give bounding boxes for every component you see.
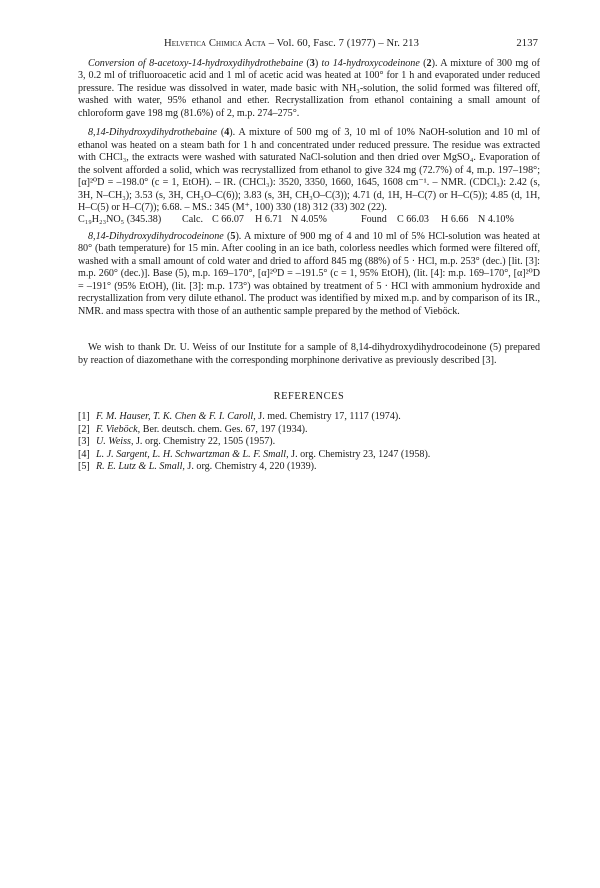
references-heading: REFERENCES: [273, 390, 345, 402]
running-title: [164, 38, 419, 49]
found-c: C 66.03: [397, 214, 429, 226]
section-body: A mixture of 300 mg of 3, 0.2 ml of trifluoroacetic acid and 1 ml of acetic acid was heated at 100° for 1 h and evaporated under reduced pressure. The residue was dissolved in water, made basic with NH₃-solution, the solid formed was filtered off, washed with water, 95% ethanol and ether. Recrystallization from ethanol containing a small amount of chloroform gave 198 mg (81.6%) of 2, m.p. 274–275°.: [78, 58, 541, 119]
reference-item: [4] L. J. Sargent, L. H. Schwartzman & L. F. Small, J. org. Chemistry 23, 1247 (1958).: [78, 448, 431, 460]
section-title: 8,14-Dihydroxydihydrocodeinone: [88, 230, 224, 242]
elemental-analysis: [78, 214, 540, 226]
calc-h: H 6.71: [255, 214, 283, 226]
section-dihydrothebaine: 8,14-Dihydroxydihydrothebaine (4). A mixture of 500 mg of 3, 10 ml of 10% NaOH-solution and 10 ml of ethanol was heated on a steam bath for 1 h and concentrated under reduced pressure. The residue was extracted with CHCl₃, the extracts were washed with saturated NaCl-solution and then dried over MgSO₄. Evaporation of the solvent afforded a solid, which was recrystallized from ethanol to give 324 mg (72.7%) of 4, m.p. 197–198°; [α]²⁰D = –198.0° (c = 1, EtOH). – IR. (CHCl₃): 3520, 3350, 1660, 1645, 1608 cm⁻¹. – NMR. (CDCl₃): 2.42 (s, 3H, N–CH₃); 3.53 (s, 3H, CH₃O–C(6)); 3.83 (s, 3H, CH₃O–C(3)); 4.71 (d, 1H, H–C(7) or H–C(5)); 4.85 (d, 1H, H–C(5) or H–C(7)); 6.68. – MS.: 345 (M⁺, 100) 330 (18) 312 (33) 302 (22).: [78, 127, 540, 213]
calc-label: Calc.: [182, 214, 204, 226]
section-dihydrocodeinone: 8,14-Dihydroxydihydrocodeinone (5). A mixture of 900 mg of 4 and 10 ml of 5% HCl-solution was heated at 80° (bath temperature) for 15 min. After cooling in an ice bath, colorless needles which formed were filtered off, washed with a small amount of cold water and dried to afford 845 mg (88%) of 5 · HCl, m.p. 253° (dec.) [lit. [3]: m.p. 260° (dec.)]. Base (5), m.p. 169–170°, [α]²⁰D = –191.5° (c = 1, 95% EtOH), (lit. [4]: m.p. 169–170°, [α]²⁰D = –191° (95% EtOH), (lit. [3]: m.p. 173°) was obtained by treatment of 5 · HCl with ammonium hydroxide and recrystallization from very dilute ethanol. The product was identified by mixed m.p. and by comparison of its IR., NMR. and mass spectra with those of an authentic sample prepared by the method of Vieböck.: [78, 230, 540, 317]
reference-item: [5] R. E. Lutz & L. Small, J. org. Chemistry 4, 220 (1939).: [78, 461, 317, 473]
section-title: Conversion of 8-acetoxy-14-hydroxydihydrothebaine: [88, 58, 304, 69]
calc-n: N 4.05%: [291, 214, 327, 226]
compound-number: 4: [224, 127, 230, 139]
acknowledgement: We wish to thank Dr. U. Weiss of our Institute for a sample of 8,14-dihydroxydihydrocodeinone (5) prepared by reaction of diazomethane with the corresponding morphinone derivative as previously described [3].: [78, 342, 540, 366]
found-label: Found: [361, 214, 387, 226]
journal-name: Helvetica Chimica Acta: [164, 38, 266, 49]
reference-item: [1] F. M. Hauser, T. K. Chen & F. I. Caroll, J. med. Chemistry 17, 1117 (1974).: [78, 411, 401, 423]
section-body: A mixture of 900 mg of 4 and 10 ml of 5% HCl-solution was heated at 80° (bath temperature) for 15 min. After cooling in an ice bath, colorless needles which formed were filtered off, washed with a small amount of cold water and dried to afford 845 mg (88%) of 5 · HCl, m.p. 253° (dec.) [lit. [3]: m.p. 260° (dec.)]. Base (5), m.p. 169–170°, [α]²⁰D = –191.5° (c = 1, 95% EtOH), (lit. [4]: m.p. 169–170°, [α]²⁰D = –191° (95% EtOH), (lit. [3]: m.p. 173°) was obtained by treatment of 5 · HCl with ammonium hydroxide and recrystallization from very dilute ethanol. The product was identified by mixed m.p. and by comparison of its IR., NMR. and mass spectra with those of an authentic sample prepared by the method of Vieböck.: [78, 230, 540, 317]
page-number: 2137: [516, 38, 538, 49]
reference-item: [2] F. Vieböck, Ber. deutsch. chem. Ges. 67, 197 (1934).: [78, 423, 308, 435]
compound-number: 2: [426, 58, 432, 69]
calc-c: C 66.07: [212, 214, 244, 226]
section-title-continued: to 14-hydroxycodeinone: [321, 58, 420, 69]
journal-issue: – Vol. 60, Fasc. 7 (1977) – Nr. 213: [265, 38, 419, 49]
running-header: [78, 38, 540, 54]
journal-page: [78, 38, 540, 474]
section-conversion: Conversion of 8-acetoxy-14-hydroxydihydrothebaine (3) to 14-hydroxycodeinone (2). A mixture of 300 mg of 3, 0.2 ml of trifluoroacetic acid and 1 ml of acetic acid was heated at 100° for 1 h and evaporated under reduced pressure. The residue was dissolved in water, made basic with NH₃-solution, the solid formed was filtered off, washed with water, 95% ethanol and ether. Recrystallization from ethanol containing a small amount of chloroform gave 198 mg (81.6%) of 2, m.p. 274–275°.: [78, 58, 541, 119]
section-body: A mixture of 500 mg of 3, 10 ml of 10% NaOH-solution and 10 ml of ethanol was heated on a steam bath for 1 h and concentrated under reduced pressure. The residue was extracted with CHCl₃, the extracts were washed with saturated NaCl-solution and then dried over MgSO₄. Evaporation of the solvent afforded a solid, which was recrystallized from ethanol to give 324 mg (72.7%) of 4, m.p. 197–198°; [α]²⁰D = –198.0° (c = 1, EtOH). – IR. (CHCl₃): 3520, 3350, 1660, 1645, 1608 cm⁻¹. – NMR. (CDCl₃): 2.42 (s, 3H, N–CH₃); 3.53 (s, 3H, CH₃O–C(6)); 3.83 (s, 3H, CH₃O–C(3)); 4.71 (d, 1H, H–C(7) or H–C(5)); 4.85 (d, 1H, H–C(5) or H–C(7)); 6.68. – MS.: 345 (M⁺, 100) 330 (18) 312 (33) 302 (22).: [78, 127, 540, 213]
compound-number: 5: [230, 230, 236, 242]
molecular-formula: C₁₉H₂₃NO₅ (345.38): [78, 214, 162, 226]
section-title: 8,14-Dihydroxydihydrothebaine: [88, 127, 218, 139]
found-n: N 4.10%: [478, 214, 514, 226]
reference-list: [78, 411, 540, 473]
reference-item: [3] U. Weiss, J. org. Chemistry 22, 1505 (1957).: [78, 436, 276, 448]
compound-number: 3: [309, 58, 315, 69]
found-h: H 6.66: [441, 214, 469, 226]
